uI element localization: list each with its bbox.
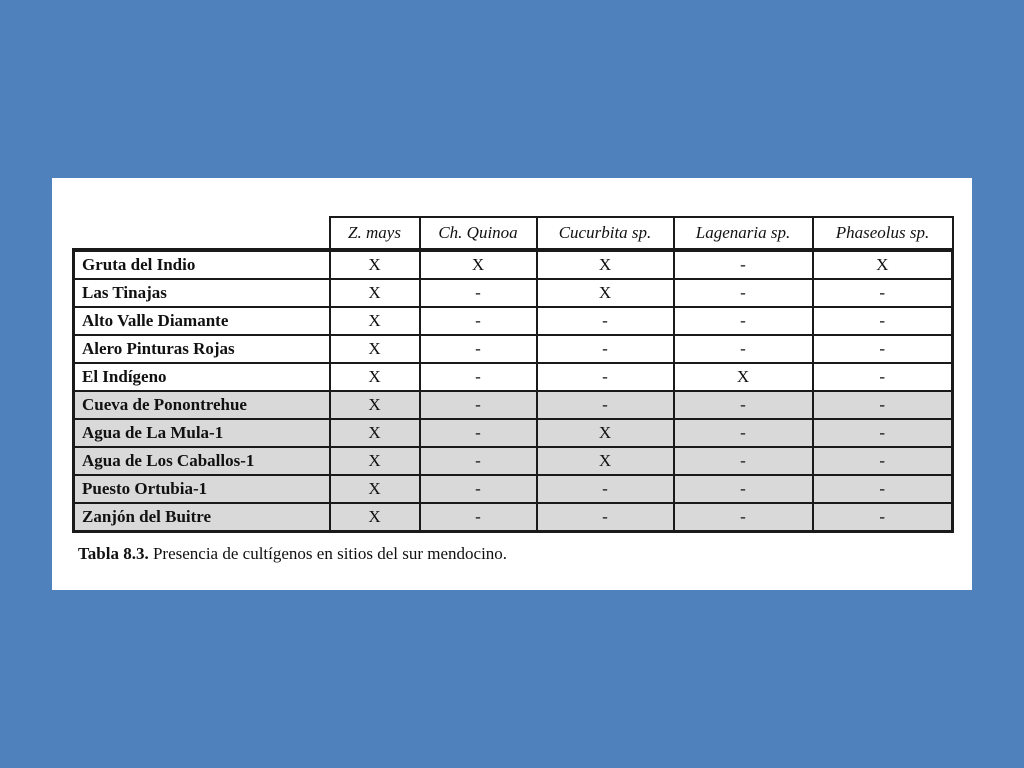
cell-z-mays: X (330, 307, 420, 335)
site-name: Alto Valle Diamante (74, 307, 330, 335)
table-row (74, 335, 953, 363)
cell-phaseolus: X (813, 250, 953, 279)
cell-phaseolus: - (813, 447, 953, 475)
cell-cucurbita: - (537, 363, 674, 391)
table-row (74, 307, 953, 335)
cell-ch-quinoa: - (420, 419, 537, 447)
header-row (74, 217, 953, 250)
cell-ch-quinoa: - (420, 391, 537, 419)
header-lagenaria: Lagenaria sp. (674, 217, 813, 250)
cell-cucurbita: X (537, 250, 674, 279)
cell-lagenaria: X (674, 363, 813, 391)
cell-lagenaria: - (674, 447, 813, 475)
site-name: Gruta del Indio (74, 250, 330, 279)
cell-ch-quinoa: - (420, 307, 537, 335)
cell-phaseolus: - (813, 419, 953, 447)
cell-lagenaria: - (674, 250, 813, 279)
site-name: El Indígeno (74, 363, 330, 391)
cell-phaseolus: - (813, 503, 953, 532)
cell-z-mays: X (330, 250, 420, 279)
cell-phaseolus: - (813, 475, 953, 503)
cell-cucurbita: - (537, 335, 674, 363)
table-row (74, 391, 953, 419)
table-row (74, 363, 953, 391)
cell-ch-quinoa: - (420, 503, 537, 532)
table-row (74, 447, 953, 475)
cell-lagenaria: - (674, 335, 813, 363)
cell-cucurbita: X (537, 447, 674, 475)
cell-cucurbita: - (537, 307, 674, 335)
table-row (74, 503, 953, 532)
table-row (74, 419, 953, 447)
cell-z-mays: X (330, 363, 420, 391)
header-cucurbita: Cucurbita sp. (537, 217, 674, 250)
cell-ch-quinoa: - (420, 279, 537, 307)
cell-cucurbita: - (537, 391, 674, 419)
cell-cucurbita: - (537, 503, 674, 532)
header-ch-quinoa: Ch. Quinoa (420, 217, 537, 250)
cell-lagenaria: - (674, 307, 813, 335)
site-name: Zanjón del Buitre (74, 503, 330, 532)
cell-z-mays: X (330, 447, 420, 475)
cell-lagenaria: - (674, 391, 813, 419)
header-z-mays: Z. mays (330, 217, 420, 250)
cell-cucurbita: - (537, 475, 674, 503)
site-name: Puesto Ortubia-1 (74, 475, 330, 503)
cell-phaseolus: - (813, 307, 953, 335)
cell-lagenaria: - (674, 503, 813, 532)
cell-lagenaria: - (674, 419, 813, 447)
cell-ch-quinoa: - (420, 447, 537, 475)
header-phaseolus: Phaseolus sp. (813, 217, 953, 250)
cell-z-mays: X (330, 335, 420, 363)
cell-phaseolus: - (813, 363, 953, 391)
cell-z-mays: X (330, 475, 420, 503)
table-caption (78, 544, 507, 564)
cell-phaseolus: - (813, 335, 953, 363)
table-row (74, 250, 953, 279)
cell-ch-quinoa: - (420, 475, 537, 503)
cell-ch-quinoa: - (420, 335, 537, 363)
cell-lagenaria: - (674, 475, 813, 503)
site-name: Alero Pinturas Rojas (74, 335, 330, 363)
cell-cucurbita: X (537, 419, 674, 447)
site-name: Agua de Los Caballos-1 (74, 447, 330, 475)
cell-ch-quinoa: - (420, 363, 537, 391)
cell-cucurbita: X (537, 279, 674, 307)
caption-text: Presencia de cultígenos en sitios del sur mendocino. (148, 544, 508, 563)
cell-z-mays: X (330, 279, 420, 307)
site-name: Cueva de Ponontrehue (74, 391, 330, 419)
site-name: Las Tinajas (74, 279, 330, 307)
cell-z-mays: X (330, 503, 420, 532)
site-name: Agua de La Mula-1 (74, 419, 330, 447)
table-row (74, 475, 953, 503)
cultigens-table (72, 216, 954, 533)
cell-ch-quinoa: X (420, 250, 537, 279)
cell-z-mays: X (330, 391, 420, 419)
header-blank-cell (74, 217, 330, 250)
cell-phaseolus: - (813, 391, 953, 419)
cell-lagenaria: - (674, 279, 813, 307)
table-row (74, 279, 953, 307)
caption-label: Tabla 8.3. (78, 544, 149, 563)
cell-phaseolus: - (813, 279, 953, 307)
document-panel (52, 178, 972, 590)
cell-z-mays: X (330, 419, 420, 447)
